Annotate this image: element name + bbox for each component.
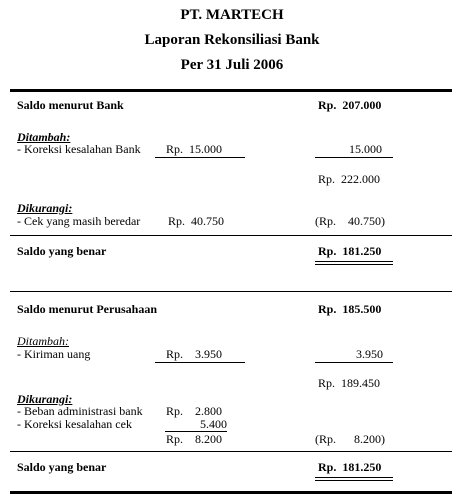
bank-double-underline-2 — [315, 264, 393, 265]
company-less-item-1-amount: Rp. 2.800 — [166, 404, 223, 418]
company-less-item-1-label: - Beban administrasi bank — [17, 404, 143, 418]
company-add-item-amount: Rp. 3.950 — [166, 347, 223, 361]
company-double-underline-2 — [315, 480, 393, 481]
bottom-rule — [10, 491, 452, 494]
company-less-sum: Rp. 8.200 — [166, 432, 223, 446]
company-correct-label: Saldo yang benar — [17, 460, 107, 474]
bank-less-item-label: - Cek yang masih beredar — [17, 214, 141, 228]
company-less-heading: Dikurangi: — [17, 392, 73, 406]
company-double-underline-1 — [315, 477, 393, 478]
bank-add-item-amount: Rp. 15.000 — [166, 142, 223, 156]
company-add-heading: Ditambah: — [17, 334, 69, 348]
company-subtotal: Rp. 189.450 — [318, 376, 381, 390]
bank-correct-value: Rp. 181.250 — [318, 244, 382, 258]
top-rule — [10, 89, 452, 92]
company-add-amount-underline — [155, 362, 245, 363]
company-balance-value: Rp. 185.500 — [318, 302, 382, 316]
company-correct-value: Rp. 181.250 — [318, 460, 382, 474]
bank-section-divider — [10, 235, 452, 236]
bank-double-underline-1 — [315, 261, 393, 262]
bank-less-heading: Dikurangi: — [17, 201, 73, 215]
bank-subtotal: Rp. 222.000 — [318, 172, 381, 186]
bank-add-heading: Ditambah: — [17, 130, 71, 144]
company-less-total: (Rp. 8.200) — [315, 432, 385, 446]
company-less-item-2-amount: 5.400 — [200, 417, 227, 431]
report-date: Per 31 Juli 2006 — [180, 57, 284, 73]
bank-less-item-amount: Rp. 40.750 — [168, 214, 225, 228]
company-balance-label: Saldo menurut Perusahaan — [17, 302, 158, 316]
bank-less-item-total: (Rp. 40.750) — [315, 214, 385, 228]
report-title: Laporan Rekonsiliasi Bank — [144, 32, 320, 48]
bank-balance-value: Rp. 207.000 — [318, 98, 382, 112]
company-add-total-underline — [315, 362, 393, 363]
company-name: PT. MARTECH — [180, 7, 284, 23]
company-total-divider — [10, 451, 452, 452]
company-less-item-2-label: - Koreksi kesalahan cek — [17, 417, 132, 431]
bank-add-item-label: - Koreksi kesalahan Bank — [17, 142, 141, 156]
company-add-item-total: 3.950 — [356, 347, 383, 361]
company-add-item-label: - Kiriman uang — [17, 347, 91, 361]
bank-add-total-underline — [315, 157, 393, 158]
bank-add-amount-underline — [155, 157, 245, 158]
bank-balance-label: Saldo menurut Bank — [17, 98, 124, 112]
company-section-divider — [10, 291, 452, 292]
bank-add-item-total: 15.000 — [349, 142, 382, 156]
bank-correct-label: Saldo yang benar — [17, 244, 107, 258]
